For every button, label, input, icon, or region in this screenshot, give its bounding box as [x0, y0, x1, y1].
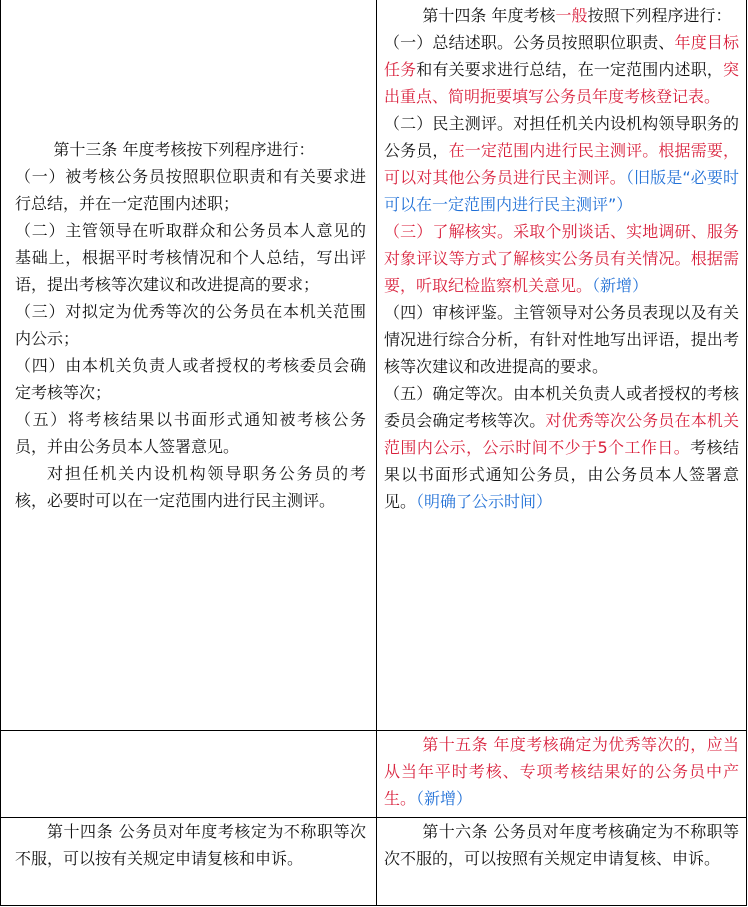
- new-article-15-text: 第十五条 年度考核确定为优秀等次的，应当从当年平时考核、专项考核结果好的公务员中产生。（新增）: [384, 735, 739, 808]
- table-border-right: [746, 0, 747, 906]
- new-article-16-text: 第十六条 公务员对年度考核确定为不称职等次不服的，可以按照有关规定申请复核、申诉。: [384, 822, 739, 868]
- old-article-13-item: （三）对拟定为优秀等次的公务员在本机关范围内公示；: [15, 302, 366, 348]
- table-border-bottom: [0, 905, 747, 906]
- new-article-14-item-1: （一）总结述职。公务员按照职位职责、年度目标任务和有关要求进行总结，在一定范围内述职，突出重点、简明扼要填写公务员年度考核登记表。: [384, 33, 739, 106]
- new-article-14-item-4: （四）审核评鉴。主管领导对公务员表现以及有关情况进行综合分析，有针对性地写出评语，提出考核等次建议和改进提高的要求。: [384, 303, 739, 376]
- table-border-left: [0, 0, 1, 906]
- new-article-14-item-3: （三）了解核实。采取个别谈话、实地调研、服务对象评议等方式了解核实公务员有关情况。根据需要，听取纪检监察机关意见。（新增）: [384, 222, 739, 295]
- old-article-14-cell: [10, 818, 370, 872]
- old-article-13-note: 对担任机关内设机构领导职务公务员的考核，必要时可以在一定范围内进行民主测评。: [15, 464, 366, 510]
- new-article-14-item-5: （五）确定等次。由本机关负责人或者授权的考核委员会确定考核等次。对优秀等次公务员在本机关范围内公示，公示时间不少于5个工作日。考核结果以书面形式通知公务员，由公务员本人签署意见。（明确了公示时间）: [384, 384, 739, 511]
- new-article-14-heading: 第十四条 年度考核一般按照下列程序进行：: [422, 6, 732, 25]
- old-article-13-item: （四）由本机关负责人或者授权的考核委员会确定考核等次；: [15, 356, 366, 402]
- old-article-13-heading: 第十三条 年度考核按下列程序进行：: [53, 140, 315, 159]
- new-article-14-cell: [379, 2, 743, 515]
- new-article-15-cell: [379, 731, 743, 812]
- old-article-13-item: （五）将考核结果以书面形式通知被考核公务员，并由公务员本人签署意见。: [15, 410, 366, 456]
- old-article-13-item: （一）被考核公务员按照职位职责和有关要求进行总结，并在一定范围内述职；: [15, 167, 366, 213]
- new-article-14-item-2: （二）民主测评。对担任机关内设机构领导职务的公务员，在一定范围内进行民主测评。根据需要，可以对其他公务员进行民主测评。（旧版是“必要时可以在一定范围内进行民主测评”）: [384, 114, 739, 214]
- table-column-divider: [376, 0, 377, 906]
- old-article-13-item: （二）主管领导在听取群众和公务员本人意见的基础上，根据平时考核情况和个人总结，写出评语，提出考核等次建议和改进提高的要求；: [15, 221, 366, 294]
- old-article-14-text: 第十四条 公务员对年度考核定为不称职等次不服，可以按有关规定申请复核和申诉。: [15, 822, 366, 868]
- new-article-16-cell: [379, 818, 743, 872]
- old-article-13-cell: [10, 136, 370, 514]
